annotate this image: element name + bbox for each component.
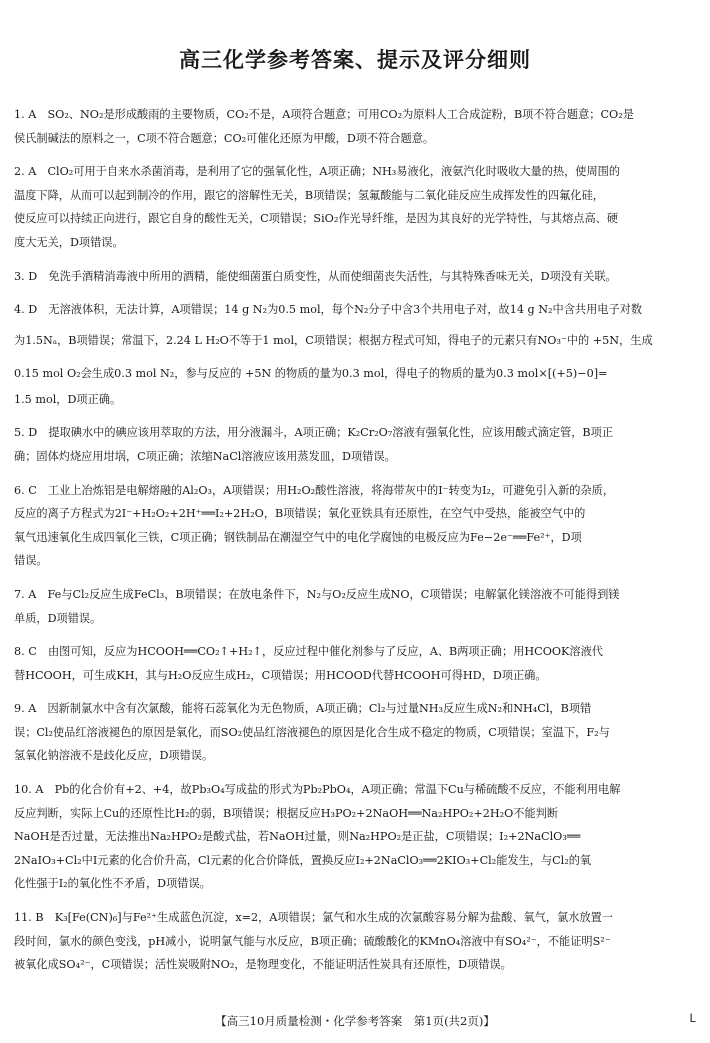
answer-item <box>14 298 696 411</box>
answer-item <box>14 103 696 150</box>
answer-line: 5. D 提取碘水中的碘应该用萃取的方法，用分液漏斗，A项正确；K₂Cr₂O₇溶液有强氧化性，应该用酸式滴定管，B项正 <box>14 426 614 440</box>
page-title: 高三化学参考答案、提示及评分细则 <box>179 48 531 72</box>
answer-item <box>14 583 696 630</box>
page-footer: 【高三10月质量检测・化学参考答案 第1页(共2页)】 <box>215 1014 495 1028</box>
answer-line: 侯氏制碱法的原料之一，C项不符合题意；CO₂可催化还原为甲酸，D项不符合题意。 <box>14 131 435 145</box>
answer-line: 反应的离子方程式为2I⁻+H₂O₂+2H⁺══I₂+2H₂O，B项错误；氧化亚铁具有还原性，在空气中受热，能被空气中的 <box>14 507 586 521</box>
answer-line: 为1.5Nₐ，B项错误；常温下，2.24 L H₂O不等于1 mol，C项错误；根据方程式可知，得电子的元素只有NO₃⁻中的 +5N，生成 <box>14 333 653 347</box>
answer-line: 氧气迅速氧化生成四氧化三铁，C项正确；钢铁制品在潮湿空气中的电化学腐蚀的电极反应为Fe−2e⁻══Fe²⁺，D项 <box>14 530 582 544</box>
answer-line: 10. A Pb的化合价有+2、+4，故Pb₃O₄写成盐的形式为Pb₂PbO₄，A项正确；常温下Cu与稀硫酸不反应，不能利用电解 <box>14 783 621 797</box>
answer-item <box>14 265 696 289</box>
answer-item <box>14 640 696 687</box>
answer-line: 7. A Fe与Cl₂反应生成FeCl₃，B项错误；在放电条件下，N₂与O₂反应生成NO，C项错误；电解氯化镁溶液不可能得到镁 <box>14 587 620 601</box>
answer-item <box>14 778 696 896</box>
corner-mark: L <box>689 1013 696 1025</box>
answer-line: 误；Cl₂使品红溶液褪色的原因是氧化，而SO₂使品红溶液褪色的原因是化合生成不稳定的物质，C项错误；室温下，F₂与 <box>14 725 610 739</box>
answer-line: 使反应可以持续正向进行，跟它自身的酸性无关，C项错误；SiO₂作光导纤维，是因为其良好的光学特性，与其熔点高、硬 <box>14 212 619 226</box>
answer-line: 确；固体灼烧应用坩埚，C项正确；浓缩NaCl溶液应该用蒸发皿，D项错误。 <box>14 449 396 463</box>
answer-item <box>14 906 696 977</box>
answer-item <box>14 421 696 468</box>
answer-line: 2NaIO₃+Cl₂中I元素的化合价升高，Cl元素的化合价降低，置换反应I₂+2NaClO₃══2KIO₃+Cl₂能发生，与Cl₂的氧 <box>14 853 592 867</box>
answer-line: 1.5 mol，D项正确。 <box>14 392 122 406</box>
answer-line: 被氧化成SO₄²⁻，C项错误；活性炭吸附NO₂，是物理变化，不能证明活性炭具有还原性，D项错误。 <box>14 958 512 972</box>
answer-line: 6. C 工业上冶炼铝是电解熔融的Al₂O₃，A项错误；用H₂O₂酸性溶液，将海带灰中的I⁻转变为I₂，可避免引入新的杂质， <box>14 483 615 497</box>
answer-list <box>14 103 696 987</box>
answer-line: 度大无关，D项错误。 <box>14 235 124 249</box>
answer-item <box>14 160 696 254</box>
answer-line: 11. B K₃[Fe(CN)₆]与Fe²⁺生成蓝色沉淀，x=2，A项错误；氯气和水生成的次氯酸容易分解为盐酸、氧气，氯水放置一 <box>14 911 614 925</box>
answer-line: 3. D 免洗手酒精消毒液中所用的酒精，能使细菌蛋白质变性，从而使细菌丧失活性，与其特殊香味无关，D项没有关联。 <box>14 269 617 283</box>
answer-line: 替HCOOH，可生成KH，其与H₂O反应生成H₂，C项错误；用HCOOD代替HCOOH可得HD，D项正确。 <box>14 668 547 682</box>
answer-line: 化性强于I₂的氧化性不矛盾，D项错误。 <box>14 877 211 891</box>
answer-item <box>14 479 696 573</box>
answer-line: 温度下降，从而可以起到制冷的作用，跟它的溶解性无关，B项错误；氢氟酸能与二氧化硅反应生成挥发性的四氟化硅， <box>14 188 604 202</box>
answer-line: 9. A 因新制氯水中含有次氯酸，能将石蕊氧化为无色物质，A项正确；Cl₂与过量NH₃反应生成N₂和NH₄Cl，B项错 <box>14 702 592 716</box>
answer-item <box>14 697 696 768</box>
answer-line: 反应判断，实际上Cu的还原性比H₂的弱，B项错误；根据反应H₃PO₂+2NaOH══Na₂HPO₂+2H₂O不能判断 <box>14 806 559 820</box>
answer-line: 4. D 无溶液体积，无法计算，A项错误；14 g N₂为0.5 mol，每个N₂分子中含3个共用电子对，故14 g N₂中含共用电子对数 <box>14 303 643 317</box>
answer-line: 单质，D项错误。 <box>14 611 102 625</box>
answer-line: 2. A ClO₂可用于自来水杀菌消毒，是利用了它的强氧化性，A项正确；NH₃易液化，液氨汽化时吸收大量的热，使周围的 <box>14 165 621 179</box>
answer-line: 0.15 mol O₂会生成0.3 mol N₂，参与反应的 +5N 的物质的量为0.3 mol，得电子的物质的量为0.3 mol×[(+5)−0]= <box>14 366 608 380</box>
answer-line: 段时间，氯水的颜色变浅，pH减小，说明氯气能与水反应，B项正确；硫酸酸化的KMnO₄溶液中有SO₄²⁻，不能证明S²⁻ <box>14 934 611 948</box>
answer-line: 氢氧化钠溶液不是歧化反应，D项错误。 <box>14 749 214 763</box>
answer-line: NaOH是否过量，无法推出Na₂HPO₂是酸式盐，若NaOH过量，则Na₂HPO₂是正盐，C项错误；I₂+2NaClO₃══ <box>14 830 581 844</box>
answer-line: 8. C 由图可知，反应为HCOOH══CO₂↑+H₂↑，反应过程中催化剂参与了反应，A、B两项正确；用HCOOK溶液代 <box>14 645 603 659</box>
answer-line: 1. A SO₂、NO₂是形成酸雨的主要物质，CO₂不是，A项符合题意；可用CO₂为原料人工合成淀粉，B项不符合题意；CO₂是 <box>14 108 634 121</box>
answer-line: 错误。 <box>14 554 48 568</box>
